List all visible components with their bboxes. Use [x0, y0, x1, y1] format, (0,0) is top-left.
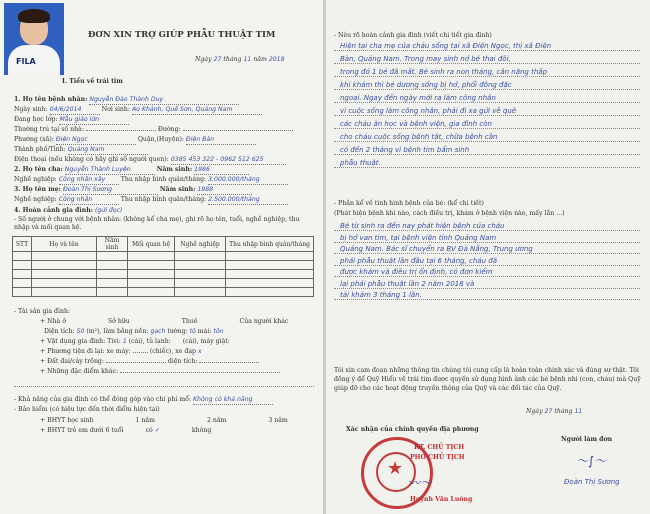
- wall-value: tô: [189, 328, 196, 335]
- ruled-line: [334, 128, 640, 129]
- father-job-label: Nghề nghiệp:: [14, 176, 57, 183]
- district-value: Điện Bàn: [186, 136, 256, 145]
- street-value: [86, 130, 156, 131]
- applicant-name: Đoàn Thị Sương: [564, 478, 620, 486]
- mother-year-value: 1988: [197, 186, 252, 195]
- table-row: [13, 279, 314, 288]
- dob-label: Ngày sinh:: [14, 106, 48, 113]
- date-year-label: năm: [253, 56, 267, 63]
- ruled-line: [334, 242, 640, 243]
- date-month: 11: [243, 56, 252, 63]
- land-label: + Đất đai/cây trồng:: [40, 358, 104, 365]
- signature-date: [526, 408, 582, 416]
- father-year-value: 1986: [194, 166, 249, 175]
- ruled-line: [334, 154, 640, 155]
- area-label: Diện tích:: [44, 328, 75, 335]
- date-month-label: tháng: [223, 56, 242, 63]
- cost-row: [14, 396, 273, 405]
- table-header-job: Nghề nghiệp: [175, 237, 226, 252]
- land-area-value: [199, 362, 259, 363]
- handwritten-line: phẫu thuật.: [340, 159, 381, 167]
- land-row: [40, 358, 259, 366]
- area-unit: (m²), làm bằng nền:: [86, 328, 149, 335]
- ruled-line: [334, 299, 640, 300]
- phone-value: 0385 453 322 - 0962 512 625: [171, 156, 286, 165]
- confirm-label: Xác nhận của chính quyền địa phương: [346, 426, 479, 433]
- handwritten-line: Bé từ sinh ra đến nay phát hiện bệnh của cháu: [340, 222, 505, 230]
- cost-value: Không có khả năng: [193, 396, 273, 405]
- patient-name-row: [14, 96, 239, 105]
- insurance-3-year: 3 năm: [268, 417, 288, 424]
- photo-hair: [18, 9, 50, 23]
- school-label: Đang học lớp:: [14, 116, 58, 123]
- city-label: Thành phố/Tỉnh:: [14, 146, 66, 153]
- mother-job-label: Nghề nghiệp:: [14, 196, 57, 203]
- handwritten-line: ngoại. Ngay đến ngày mới ra làm công nhân: [340, 94, 496, 102]
- ruled-line: [334, 102, 640, 103]
- student-insurance-label: + BHYT học sinh: [40, 417, 94, 424]
- street-name-value: [183, 130, 293, 131]
- street-suffix: Đường:: [157, 126, 181, 133]
- handwritten-line: phải phẫu thuật lần đầu tại 6 tháng, cháu đã: [340, 256, 497, 265]
- mother-name-row: [14, 186, 252, 195]
- handwritten-line: có đến 2 tháng vì bệnh tim bẩm sinh: [340, 146, 470, 154]
- table-header-year: Năm sinh: [97, 237, 128, 252]
- patient-name-value: Nguyễn Đào Thành Duy: [89, 96, 239, 105]
- mother-income-value: 2.500.000/tháng: [208, 196, 288, 205]
- land-suffix: diện tích:: [167, 358, 198, 365]
- area-row: [44, 328, 224, 336]
- handwritten-line: khi khám thì bé dương sống bị hở, phổi đông đặc: [340, 81, 512, 89]
- patient-school-row: [14, 116, 129, 125]
- land-value: [106, 362, 166, 363]
- insurance-no: không: [191, 427, 212, 434]
- section-title: I. Tiểu về trái tim: [62, 78, 123, 85]
- ruled-line: [334, 89, 640, 90]
- commitment-text: Tôi xin cam đoan những thông tin chúng tôi cung cấp là hoàn toàn chính xác và đúng sự thật. Tôi đồng ý để Quỹ Hiểu về trái tim được quyền sử dụng hình ảnh các bé bệnh nhi (con, cháu) mà Quỹ giúp đỡ cho các hoạt động truyền thông của Quỹ và các đối tác của Quỹ.: [334, 367, 641, 392]
- birthplace-value: Ao Khánh, Quế Sơn, Quảng Nam: [132, 106, 262, 115]
- child-insurance-row: [40, 427, 211, 435]
- mother-name-value: Đoàn Thị Sương: [63, 186, 158, 195]
- items-rest: (cái), tủ lạnh:: [128, 338, 171, 345]
- ruled-line: [334, 50, 640, 51]
- wall-label: tường:: [167, 328, 188, 335]
- bike-value: x: [197, 348, 202, 355]
- other-label: Của người khác: [239, 318, 289, 325]
- father-name-value: Nguyễn Thành Luyện: [65, 166, 155, 175]
- date-day: 27: [213, 56, 222, 63]
- ruled-line: [334, 167, 640, 168]
- table-row: [13, 270, 314, 279]
- family-title: 4. Hoàn cảnh gia đình:: [14, 207, 93, 214]
- student-insurance-row: [40, 417, 288, 425]
- father-income-label: Thu nhập bình quân/tháng:: [120, 176, 207, 183]
- city-value: Quảng Nam: [68, 146, 148, 155]
- mother-year-label: Năm sinh:: [159, 186, 196, 193]
- father-job-value: Công nhân xây: [59, 176, 119, 185]
- handwritten-line: cho cháu cuộc sống bệnh tật, chữa bệnh cần: [340, 133, 498, 141]
- patient-ward-row: [14, 136, 256, 145]
- own-label: Sở hữu: [107, 318, 130, 325]
- date-prefix: Ngày: [195, 56, 212, 63]
- table-header-row: [13, 237, 314, 252]
- items-value: 1: [122, 338, 127, 345]
- form-page-left: [0, 0, 324, 514]
- family-title-value: (gửi đọc): [94, 207, 123, 214]
- table-row: [13, 261, 314, 270]
- official-title-2: PHÓ CHỦ TỊCH: [410, 454, 465, 461]
- table-header-relation: Mối quan hệ: [128, 237, 175, 252]
- sig-date-day: 27: [544, 408, 553, 415]
- house-row: [40, 318, 288, 326]
- applicant-signature: 〜∫〜: [576, 454, 607, 468]
- special-label: + Những đặc điểm khác:: [40, 368, 119, 375]
- vehicle-row: [40, 348, 202, 356]
- mother-job-value: Công nhân: [59, 196, 119, 205]
- dob-value: 04/6/2014: [50, 106, 100, 115]
- table-row: [13, 252, 314, 261]
- vehicle-label: + Phương tiện đi lại: xe máy:: [40, 348, 131, 355]
- handwritten-line: được khám và điều trị ổn định, có đơn kiểm: [340, 268, 493, 276]
- handwritten-line: Bàn, Quảng Nam. Trong may sinh nở bé thai đôi,: [340, 55, 511, 63]
- father-job-row: [14, 176, 288, 185]
- area-value: 50: [76, 328, 85, 335]
- family-members-table: [12, 236, 314, 297]
- mother-name-label: 3. Họ tên mẹ:: [14, 186, 61, 193]
- seal-star-icon: ★: [387, 458, 404, 479]
- roof-value: tôn: [213, 328, 224, 335]
- ruled-line: [334, 76, 640, 77]
- floor-value: gạch: [150, 328, 166, 335]
- ruled-line: [334, 253, 640, 254]
- handwritten-line: tái khám 3 tháng 1 lần.: [340, 291, 422, 299]
- cost-label: - Khả năng của gia đình có thể đóng góp vào chi phí mổ:: [14, 396, 192, 403]
- form-page-right: [326, 0, 650, 514]
- date-year: 2018: [268, 56, 285, 63]
- insurance-title: - Bảo hiểm (có hiệu lực đến thời điểm hiện tại): [14, 406, 160, 413]
- sig-date-month-label: tháng: [554, 408, 573, 415]
- form-date: [195, 56, 285, 64]
- mother-job-row: [14, 196, 288, 205]
- official-title-1: KT. CHỦ TỊCH: [414, 444, 465, 451]
- assets-title: - Tài sản gia đình:: [14, 308, 71, 315]
- sig-date-month: 11: [574, 408, 583, 415]
- official-name: Huỳnh Văn Luông: [410, 496, 473, 503]
- district-label: Quận,(Huyện):: [137, 136, 184, 143]
- sig-date-prefix: Ngày: [526, 408, 543, 415]
- table-header-income: Thu nhập bình quân/tháng: [226, 237, 314, 252]
- school-value: Mẫu giáo lớn: [59, 116, 129, 125]
- circumstance-title: - Nêu rõ hoàn cảnh gia đình (viết chi tiết gia đình): [334, 32, 492, 39]
- special-row: [40, 368, 280, 376]
- table-row: [13, 288, 314, 297]
- child-insurance-label: + BHYT trẻ em dưới 6 tuổi: [40, 427, 124, 434]
- photo-shirt-logo: FILA: [16, 57, 36, 66]
- insurance-yes-check: ✓: [154, 427, 160, 434]
- birthplace-label: Nơi sinh:: [101, 106, 130, 113]
- ruled-line: [334, 265, 640, 266]
- ruled-line: [334, 276, 640, 277]
- handwritten-line: các cháu ăn học và bệnh viện, gia đình còn: [340, 120, 492, 128]
- ruled-line: [334, 115, 640, 116]
- items-extra: (cái), máy giặt:: [182, 338, 230, 345]
- ruled-line: [334, 63, 640, 64]
- patient-city-row: [14, 146, 148, 155]
- table-header-name: Họ và tên: [32, 237, 97, 252]
- handwritten-line: trong đó 1 bé đã mất. Bé sinh ra non tháng, cân nặng thấp: [340, 68, 548, 76]
- items-label: + Vật dụng gia đình: Tivi:: [40, 338, 121, 345]
- ruled-line: [334, 288, 640, 289]
- house-label: + Nhà ở: [40, 318, 66, 325]
- father-income-value: 3.000.000/tháng: [208, 176, 288, 185]
- phone-label: Điện thoại (nếu không có hãy ghi số người quen):: [14, 156, 169, 163]
- street-label: Thường trú tại số nhà:: [14, 126, 84, 133]
- ruled-line: [334, 230, 640, 231]
- official-signature: 〰〜: [408, 476, 433, 490]
- family-title-row: [14, 207, 122, 215]
- vehicle-rest: (chiếc), xe đạp: [149, 348, 197, 355]
- handwritten-line: bị hở van tim, tại bệnh viện tỉnh Quảng Nam: [340, 233, 497, 242]
- items-row: [40, 338, 230, 346]
- insurance-yes: có: [145, 427, 153, 434]
- disease-note: (Phát hiện bệnh khi nào, cách điều trị, khám ở bệnh viện nào, mấy lần ...): [334, 210, 565, 217]
- family-note: - Số người ở chung với bệnh nhân: (không kể cha mẹ), ghi rõ họ tên, tuổi, nghề nghiệp, thu nhập và mối quan hệ.: [14, 216, 300, 231]
- handwritten-line: Hiện tại cha mẹ của cháu sống tại xã Điện Ngọc, thị xã Điện: [340, 42, 552, 50]
- patient-phone-row: [14, 156, 286, 165]
- father-name-row: [14, 166, 249, 175]
- handwritten-line: lại phải phẫu thuật lần 2 năm 2018 và: [340, 279, 475, 288]
- father-name-label: 2. Họ tên cha:: [14, 166, 63, 173]
- form-title: ĐƠN XIN TRỢ GIÚP PHẪU THUẬT TIM: [88, 30, 276, 40]
- patient-street-row: [14, 126, 293, 134]
- patient-photo: [4, 3, 64, 75]
- roof-label: mái:: [197, 328, 212, 335]
- patient-dob-row: [14, 106, 262, 115]
- ward-label: Phường (xã):: [14, 136, 54, 143]
- ruled-line: [334, 141, 640, 142]
- applicant-label: Người làm đơn: [561, 436, 613, 443]
- rent-label: Thuê: [181, 318, 198, 325]
- mother-income-label: Thu nhập bình quân/tháng:: [120, 196, 207, 203]
- handwritten-line: Quảng Nam. Bác sĩ chuyển ra BV Đà Nẵng, Trung ương: [340, 245, 533, 253]
- patient-name-label: 1. Họ tên bệnh nhân:: [14, 96, 88, 103]
- insurance-1-year: 1 năm: [135, 417, 155, 424]
- special-value: [120, 372, 280, 373]
- disease-title: - Phần kể về tình hình bệnh của bé: (kể chi tiết): [334, 200, 484, 207]
- insurance-2-year: 2 năm: [206, 417, 227, 424]
- ward-value: Điện Ngọc: [56, 136, 136, 145]
- blank-line: [14, 386, 314, 387]
- handwritten-line: vì cuộc sống làm công nhân, phải đi xa gửi về quê: [340, 107, 517, 115]
- table-header-stt: STT: [13, 237, 32, 252]
- vehicle-value: [133, 352, 148, 353]
- father-year-label: Năm sinh:: [156, 166, 193, 173]
